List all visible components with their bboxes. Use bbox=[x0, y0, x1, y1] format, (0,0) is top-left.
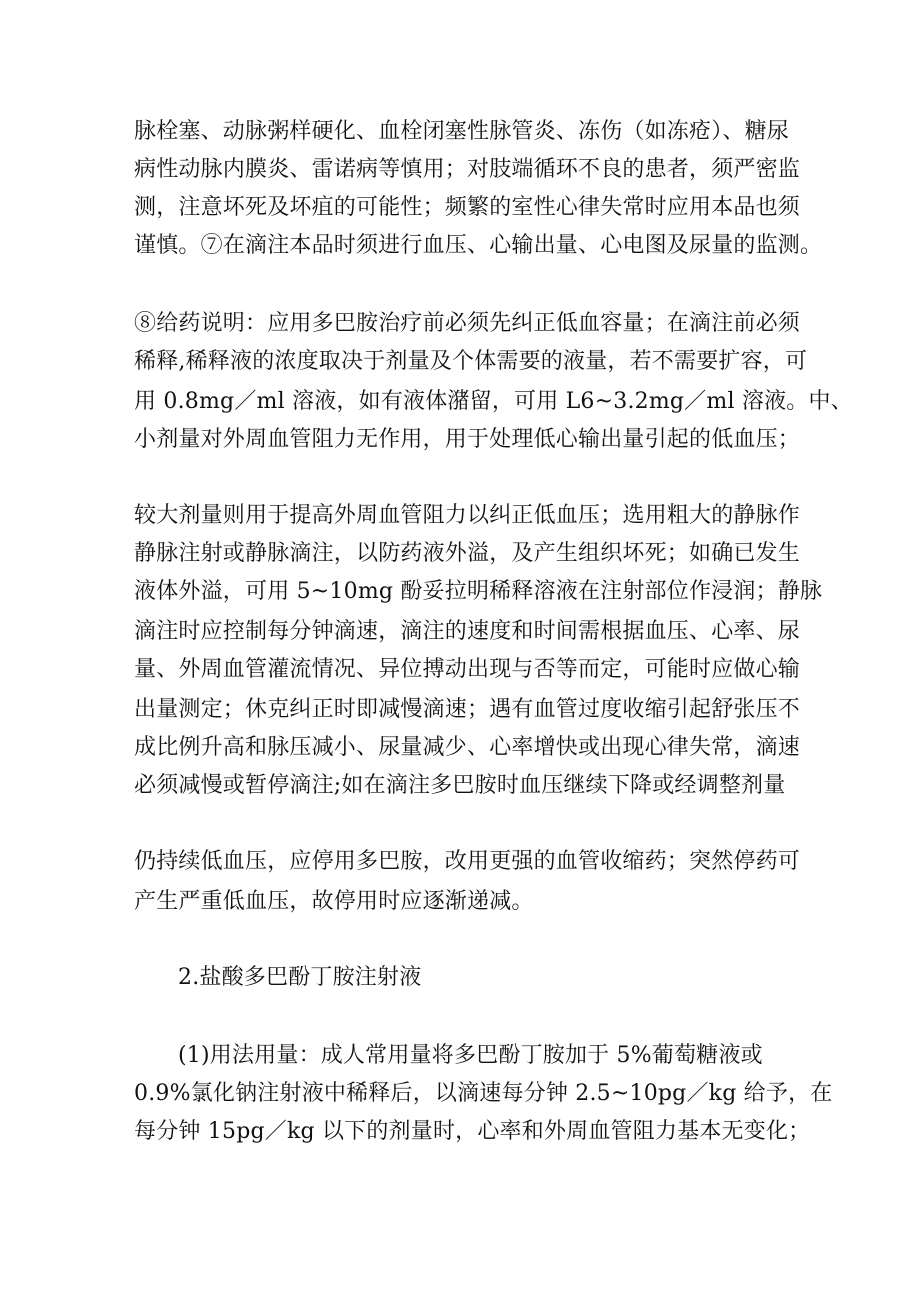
body-text-line: ⑧给药说明：应用多巴胺治疗前必须先纠正低血容量；在滴注前必须 bbox=[134, 311, 801, 336]
body-text-line: 液体外溢，可用 5~10mg 酚妥拉明稀释溶液在注射部位作浸润；静脉 bbox=[134, 579, 823, 604]
body-text-line: 0.9%氯化钠注射液中稀释后，以滴速每分钟 2.5~10pg／kg 给予，在 bbox=[134, 1081, 833, 1106]
body-text-line: 病性动脉内膜炎、雷诺病等慎用；对肢端循环不良的患者，须严密监 bbox=[134, 157, 801, 182]
body-text-line: 用 0.8mg／ml 溶液，如有液体潴留，可用 L6~3.2mg／ml 溶液。中、 bbox=[134, 389, 853, 414]
body-text-line: 滴注时应控制每分钟滴速，滴注的速度和时间需根据血压、心率、尿 bbox=[134, 619, 801, 644]
body-text-line: 静脉注射或静脉滴注，以防药液外溢，及产生组织坏死；如确已发生 bbox=[134, 541, 801, 566]
body-text-line: 产生严重低血压，故停用时应逐渐递减。 bbox=[134, 889, 534, 914]
body-text-line: 较大剂量则用于提高外周血管阻力以纠正低血压；选用粗大的静脉作 bbox=[134, 503, 801, 528]
body-text-line: 脉栓塞、动脉粥样硬化、血栓闭塞性脉管炎、冻伤（如冻疮）、糖尿 bbox=[134, 119, 790, 144]
body-text-line: 必须减慢或暂停滴注;如在滴注多巴胺时血压继续下降或经调整剂量 bbox=[134, 773, 786, 798]
section-heading: 2.盐酸多巴酚丁胺注射液 bbox=[178, 965, 422, 990]
body-text-line: (1)用法用量：成人常用量将多巴酚丁胺加于 5%葡萄糖液或 bbox=[178, 1043, 763, 1068]
body-text-line: 量、外周血管灌流情况、异位搏动出现与否等而定，可能时应做心输 bbox=[134, 657, 801, 682]
body-text-line: 小剂量对外周血管阻力无作用，用于处理低心输出量引起的低血压； bbox=[134, 427, 801, 452]
body-text-line: 仍持续低血压，应停用多巴胺，改用更强的血管收缩药；突然停药可 bbox=[134, 849, 801, 874]
body-text-line: 稀释,稀释液的浓度取决于剂量及个体需要的液量，若不需要扩容，可 bbox=[134, 349, 808, 374]
body-text-line: 成比例升高和脉压减小、尿量减少、心率增快或出现心律失常，滴速 bbox=[134, 735, 801, 760]
body-text-line: 谨慎。⑦在滴注本品时须进行血压、心输出量、心电图及尿量的监测。 bbox=[134, 233, 823, 258]
body-text-line: 测，注意坏死及坏疽的可能性；频繁的室性心律失常时应用本品也须 bbox=[134, 195, 801, 220]
body-text-line: 每分钟 15pg／kg 以下的剂量时，心率和外周血管阻力基本无变化； bbox=[134, 1119, 811, 1144]
body-text-line: 出量测定；休克纠正时即减慢滴速；遇有血管过度收缩引起舒张压不 bbox=[134, 697, 801, 722]
